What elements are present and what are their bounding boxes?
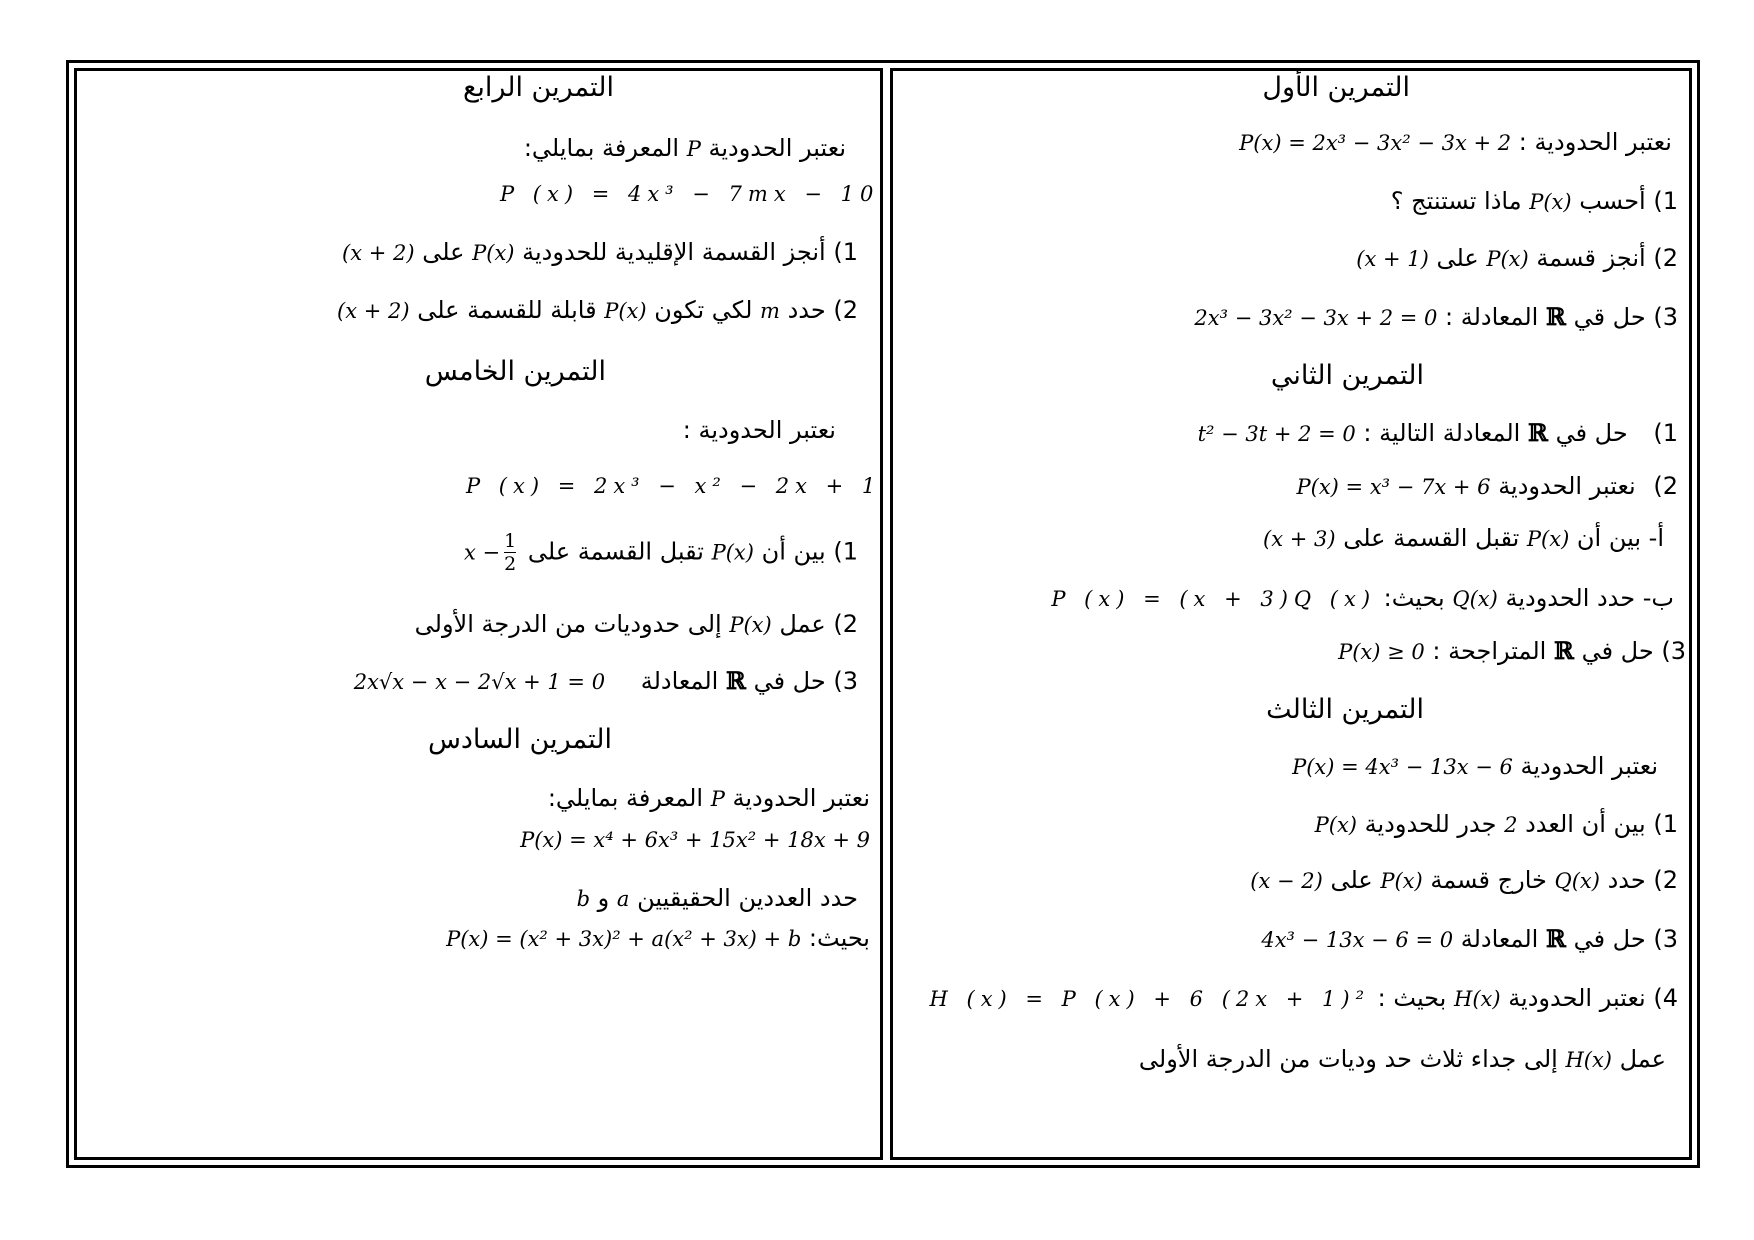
ex3-intro (1292, 752, 1658, 780)
math-expression: P(x) = (x² + 3x)² + a(x² + 3x) + b (446, 927, 802, 951)
question-text: المعادلة (640, 667, 719, 695)
math-expression: P(x) = x³ − 7x + 6 (1296, 475, 1491, 499)
question-text: بين أن (761, 537, 826, 566)
question-text: خارج قسمة (1430, 866, 1547, 894)
math-expression: P(x) (1526, 527, 1570, 551)
ex2-question-a (1263, 524, 1664, 552)
math-expression: x − (464, 540, 501, 565)
ex1-polynomial: P(x) = 2x³ − 3x² − 3x + 2 (1239, 131, 1512, 155)
math-expression: P(x) ≥ 0 (1338, 640, 1425, 664)
math-expression: P(x) (729, 613, 772, 637)
ex1-question-2 (1356, 244, 1678, 272)
math-expression: a (616, 887, 630, 911)
math-expression: H(x) (1565, 1048, 1612, 1072)
ex1-question-1 (1391, 187, 1678, 215)
question-text: إلى جداء ثلاث حد وديات من الدرجة الأولى (1138, 1045, 1558, 1073)
question-text: على (1436, 244, 1479, 272)
question-number: 1) (1653, 419, 1678, 447)
question-text: عمل (779, 610, 826, 638)
ex2-question-2 (1297, 472, 1678, 500)
question-number: 2) (833, 296, 858, 324)
math-expression: (x + 2) (337, 299, 410, 323)
question-text: على (422, 238, 465, 266)
math-expression: 4x³ − 13x − 6 = 0 (1261, 928, 1454, 952)
question-text: بين أن العدد (1525, 810, 1646, 838)
question-text: أنجز قسمة (1536, 244, 1646, 272)
ex4-intro-text: المعرفة بمايلي: (523, 134, 680, 162)
ex1-question-3 (1194, 302, 1678, 331)
ex4-question-1 (342, 238, 858, 266)
exercise-5-title: التمرين الخامس (424, 356, 606, 387)
ex5-question-1 (464, 530, 858, 575)
ex5-question-2 (415, 610, 858, 638)
math-expression: Q(x) (1554, 869, 1600, 893)
math-expression: b (576, 887, 591, 911)
ex2-question-1 (1198, 418, 1678, 447)
question-text: المعادلة (1460, 925, 1539, 953)
fraction-numerator: 1 (504, 530, 517, 552)
question-text: و (597, 884, 610, 912)
exercise-4-title: التمرين الرابع (462, 72, 614, 103)
question-text: عمل (1619, 1045, 1666, 1073)
question-text: حل قي (1573, 303, 1646, 331)
ex4-polynomial: P (x) = 4x³ − 7mx − 10 (500, 182, 880, 206)
math-expression: (x + 1) (1356, 247, 1429, 271)
question-number: 2) (1653, 472, 1678, 500)
question-text: نعتبر الحدودية (1508, 984, 1646, 1012)
question-text: حدد العددين الحقيقيين (637, 884, 858, 912)
math-expression: P(x) (472, 241, 515, 265)
real-numbers-symbol: ℝ (1527, 418, 1548, 447)
question-number: 1) (1653, 810, 1678, 838)
ex3-question-4 (930, 984, 1678, 1012)
ex5-polynomial: P (x) = 2x³ − x² − 2x + 1 (466, 474, 882, 498)
question-number: 1) (833, 238, 858, 266)
question-text: المعادلة التالية : (1363, 419, 1521, 447)
math-expression: 2x√x − x − 2√x + 1 = 0 (353, 670, 606, 694)
question-text: ماذا تستنتج ؟ (1390, 187, 1522, 215)
ex2-question-b (1051, 584, 1674, 612)
question-number: 4) (1653, 984, 1678, 1012)
exercise-6-title: التمرين السادس (427, 724, 612, 755)
question-number: 1) (833, 537, 858, 566)
question-text: أحسب (1579, 187, 1646, 215)
ex6-condition (446, 924, 870, 952)
question-text: حل في (1555, 419, 1628, 447)
math-expression: (x + 2) (342, 241, 415, 265)
question-text: جدر للحدودية (1364, 810, 1497, 838)
exercise-2-title: التمرين الثاني (1270, 360, 1424, 391)
question-text: حل في (753, 667, 826, 695)
question-text: حدد (1607, 866, 1646, 894)
fraction-denominator: 2 (504, 553, 517, 575)
math-expression: P(x) (711, 540, 754, 565)
math-expression: P (710, 787, 725, 811)
ex3-question-1 (1315, 810, 1678, 838)
math-expression: (x − 2) (1250, 869, 1323, 893)
math-expression: t² − 3t + 2 = 0 (1197, 422, 1356, 446)
question-text: على (1330, 866, 1373, 894)
one-half-fraction (504, 530, 516, 575)
question-number: 3) (1653, 303, 1678, 331)
ex1-intro (1239, 128, 1672, 156)
question-number: 3) (1661, 637, 1686, 665)
math-expression: P (x) = (x + 3)Q (x) (1051, 587, 1377, 611)
math-expression: 2 (1504, 813, 1518, 837)
question-text: حل في (1573, 925, 1646, 953)
fraction-expression (464, 530, 520, 575)
question-text: نعتبر الحدودية (1498, 472, 1636, 500)
ex6-intro-text: المعرفة بمايلي: (547, 784, 704, 812)
math-expression: P(x) (1314, 813, 1357, 837)
question-text: بحيث: (1383, 584, 1445, 612)
ex5-question-3 (354, 666, 858, 695)
math-expression: P(x) (1380, 869, 1423, 893)
math-expression: H (x) = P (x) + 6 (2x + 1)² (929, 987, 1371, 1011)
question-text: بحيث : (1377, 984, 1447, 1012)
real-numbers-symbol: ℝ (1545, 924, 1566, 953)
math-expression: (x + 3) (1263, 527, 1336, 551)
real-numbers-symbol: ℝ (1545, 302, 1566, 331)
exercise-3-title: التمرين الثالث (1266, 694, 1424, 725)
ex1-intro-text: نعتبر الحدودية : (1518, 128, 1672, 156)
math-expression: Q(x) (1452, 587, 1498, 611)
question-number: 1) (1653, 187, 1678, 215)
math-expression: H(x) (1454, 987, 1501, 1011)
ex3-polynomial: P(x) = 4x³ − 13x − 6 (1292, 755, 1513, 779)
question-number: 2) (1653, 866, 1678, 894)
question-text: إلى حدوديات من الدرجة الأولى (414, 610, 722, 638)
math-expression: m (760, 299, 780, 323)
question-text: ب- حدد الحدودية (1505, 584, 1674, 612)
question-number: 2) (833, 610, 858, 638)
exercise-1-title: التمرين الأول (1262, 72, 1410, 103)
question-text: تقبل القسمة على (527, 537, 704, 566)
question-number: 3) (833, 667, 858, 695)
math-expression: 2x³ − 3x² − 3x + 2 = 0 (1194, 306, 1438, 330)
question-text: لكي تكون (654, 296, 753, 324)
ex5-intro: نعتبر الحدودية : (682, 416, 836, 444)
ex6-intro-text: نعتبر الحدودية (732, 784, 870, 812)
question-text: المعادلة : (1445, 303, 1539, 331)
question-number: 2) (1653, 244, 1678, 272)
ex6-intro (548, 784, 870, 812)
math-expression: P(x) (1529, 190, 1572, 214)
question-number: أ- (1648, 524, 1664, 552)
ex4-intro-text: نعتبر الحدودية (708, 134, 846, 162)
question-text: بين أن (1576, 524, 1642, 552)
real-numbers-symbol: ℝ (725, 666, 746, 695)
question-text: حل في (1581, 637, 1654, 665)
question-text: حدد (787, 296, 826, 324)
ex4-question-2 (337, 296, 858, 324)
ex3-intro-text: نعتبر الحدودية (1520, 752, 1658, 780)
ex3-question-3 (1261, 924, 1678, 953)
ex3-question-5 (1139, 1045, 1666, 1073)
math-expression: P(x) (604, 299, 647, 323)
ex2-question-3 (1338, 636, 1686, 665)
ex6-question (577, 884, 858, 912)
question-text: أنجز القسمة الإقليدية للحدودية (522, 238, 826, 266)
math-expression: P (686, 137, 701, 161)
real-numbers-symbol: ℝ (1553, 636, 1574, 665)
ex3-question-2 (1250, 866, 1678, 894)
question-text: المتراجحة : (1432, 637, 1547, 665)
ex6-polynomial: P(x) = x⁴ + 6x³ + 15x² + 18x + 9 (520, 828, 870, 852)
ex4-intro (524, 134, 846, 162)
question-text: تقبل القسمة على (1343, 524, 1520, 552)
question-text: بحيث: (808, 924, 870, 952)
math-expression: P(x) (1486, 247, 1529, 271)
question-number: 3) (1653, 925, 1678, 953)
question-text: قابلة للقسمة على (417, 296, 597, 324)
